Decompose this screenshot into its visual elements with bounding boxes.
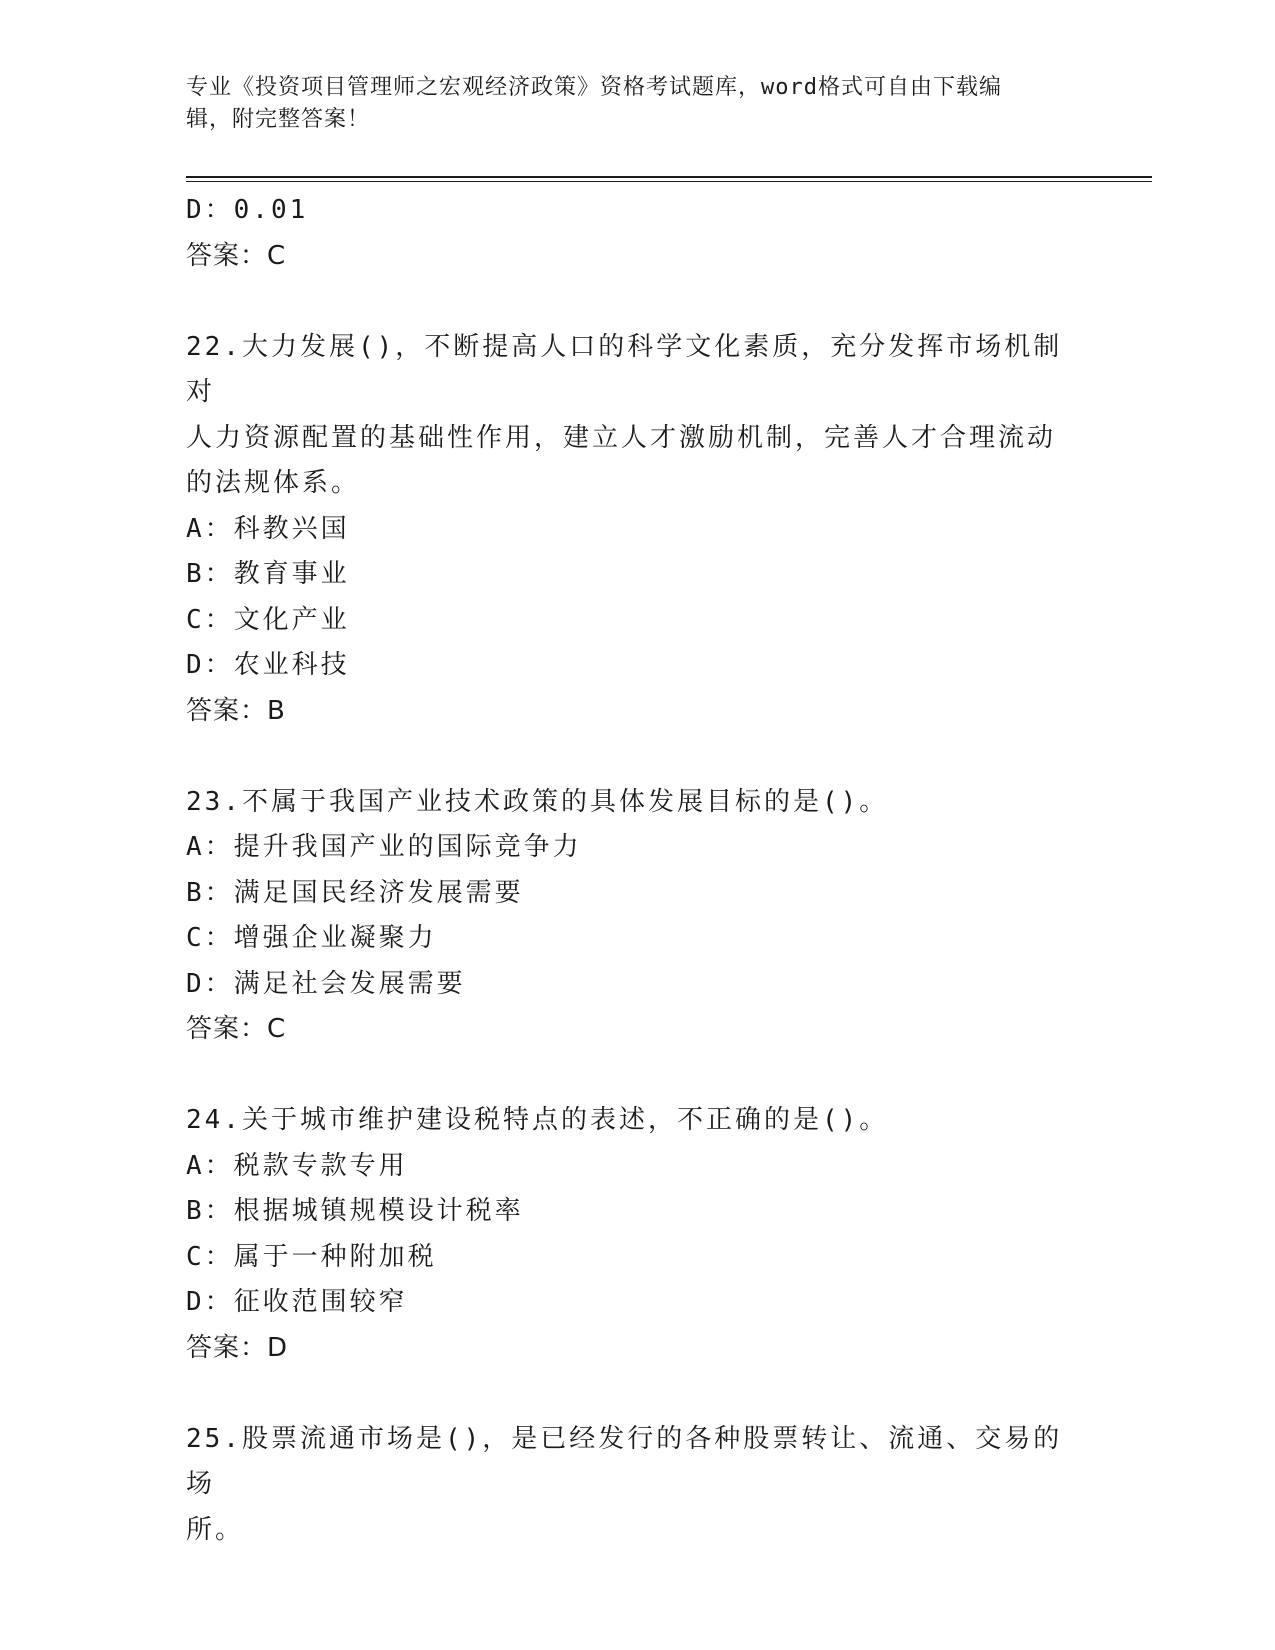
spacer (186, 734, 1086, 780)
option-a: A：税款专款专用 (186, 1150, 408, 1181)
header-rule-thick (186, 176, 1152, 178)
question-text-line: 24.关于城市维护建设税特点的表述，不正确的是()。 (186, 1105, 889, 1135)
question-text-line: 所。 (186, 1514, 245, 1545)
question-text-line: 22.大力发展()，不断提高人口的科学文化素质，充分发挥市场机制对 (186, 331, 1063, 407)
option-a: A：科教兴国 (186, 513, 350, 544)
question-25 (186, 1417, 1086, 1554)
header-rule-thin (186, 181, 1152, 182)
spacer (186, 1053, 1086, 1099)
answer-q21: 答案：C (186, 240, 287, 271)
option-d: D：征收范围较窄 (186, 1287, 408, 1317)
option-d: D：农业科技 (186, 650, 350, 680)
option-c: C：文化产业 (186, 604, 350, 635)
option-c: C：增强企业凝聚力 (186, 923, 437, 953)
question-text-line: 人力资源配置的基础性作用，建立人才激励机制，完善人才合理流动 (186, 422, 1057, 453)
option-b: B：根据城镇规模设计税率 (186, 1196, 524, 1226)
spacer (186, 279, 1086, 325)
header-line-1: 专业《投资项目管理师之宏观经济政策》资格考试题库，word格式可自由下载编 (186, 75, 1002, 100)
spacer (186, 1371, 1086, 1417)
question-text-line: 25.股票流通市场是()，是已经发行的各种股票转让、流通、交易的场 (186, 1423, 1063, 1499)
answer: 答案：C (186, 1014, 287, 1044)
answer: 答案：B (186, 695, 286, 726)
header-line-2: 辑，附完整答案！ (186, 107, 371, 132)
option-a: A：提升我国产业的国际竞争力 (186, 832, 582, 862)
question-text-line: 的法规体系。 (186, 468, 361, 498)
question-content (186, 188, 1086, 1553)
question-24 (186, 1098, 1086, 1371)
option-c: C：属于一种附加税 (186, 1241, 437, 1272)
option-b: B：教育事业 (186, 559, 350, 589)
option-d-q21: D：0.01 (186, 195, 309, 225)
question-text-line: 23.不属于我国产业技术政策的具体发展目标的是()。 (186, 786, 889, 817)
page-header (186, 72, 1066, 136)
option-d: D：满足社会发展需要 (186, 968, 466, 999)
question-22 (186, 325, 1086, 735)
answer: 答案：D (186, 1332, 289, 1363)
question-23 (186, 780, 1086, 1053)
option-b: B：满足国民经济发展需要 (186, 877, 524, 908)
